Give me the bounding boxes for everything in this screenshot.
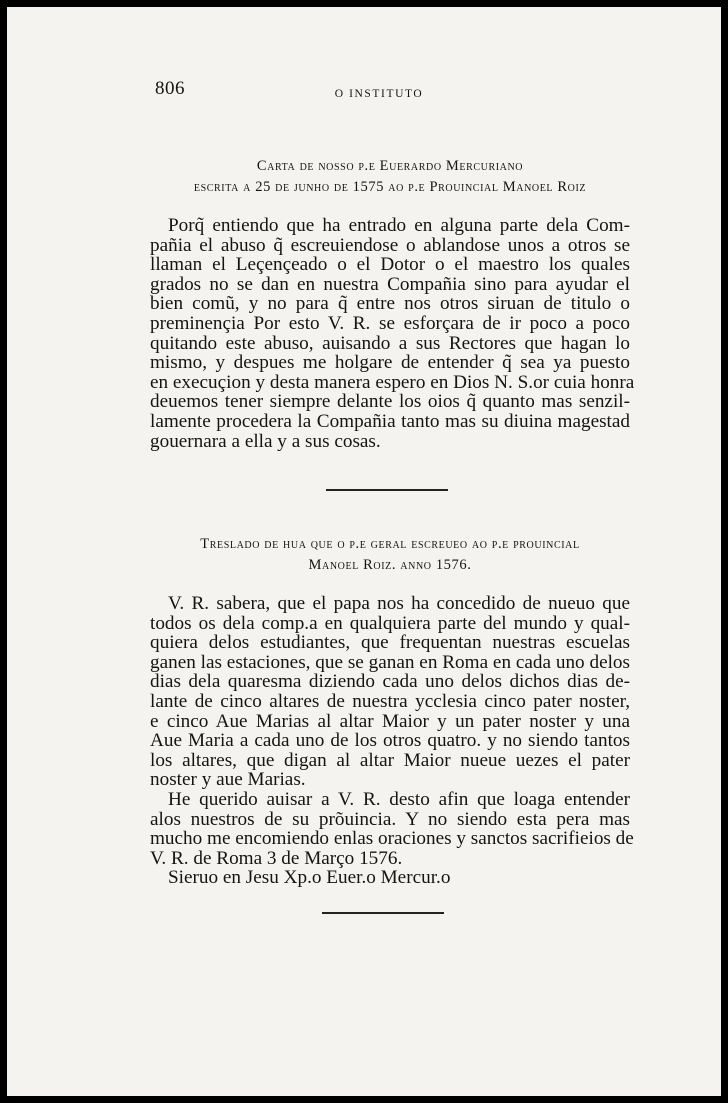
text-line: V. R. de Roma 3 de Março 1576. [150,847,403,869]
running-title: O INSTITUTO [334,88,424,100]
text-line: ganen las estaciones, que se ganan en Roma en cada uno delos [150,651,630,673]
text-line: lante de cinco altares de nuestra ycclesia cinco pater noster, [150,690,630,712]
letter1-title-line1: Carta de nosso p.e Euerardo Mercuriano [256,158,524,174]
text-line: quiera delos estudiantes, que frequentan nuestras escuelas [150,632,630,654]
text-line: llaman el Leçençeado o el Dotor o el maestro los quales [150,254,630,276]
text-line: mismo, y despues me holgare de entender q̃ sea ya puesto [150,352,630,374]
section-divider [326,489,448,491]
letter2-title-line2: Manoel Roiz. anno 1576. [308,557,472,573]
letter2-title-line1: Treslado de hua que o p.e geral escreueo ao p.e prouincial [200,536,580,552]
text-line: preminençia Por esto V. R. se esforçara de ir poco a poco [150,312,630,334]
text-line: Porq̃ entiendo que ha entrado en alguna parte dela Com- [168,215,630,236]
text-line: en execuçion y desta manera espero en Dios N. S.or cuia honra [150,371,635,393]
text-line: gouernara a ella y a sus cosas. [150,430,381,452]
letter1-body [150,215,635,452]
letter2-title [150,534,630,576]
text-line: alos nuestros de su prõuincia. Y no siendo esta pera mas [150,808,630,830]
letter1-title [150,156,630,198]
text-line: bien comũ, y no para q̃ entre nos otros siruan de titulo o [150,293,630,315]
text-line: Sieruo en Jesu Xp.o Euer.o Mercur.o [168,867,451,889]
letter1-title-line2: escrita a 25 de junho de 1575 ao p.e Prouincial Manoel Roiz [193,179,587,195]
text-line: grados no se dan en nuestra Compañia sino para ayudar el [150,273,630,295]
text-line: noster y aue Marias. [150,769,306,791]
text-line: Aue Maria a cada uno de los otros quatro. y no siendo tantos [150,730,630,752]
letter2-body [150,593,634,889]
text-line: los altares, que digan al altar Maior nueue uezes el pater [150,749,630,771]
text-line: deuemos tener siempre delante los oios q̃ quanto mas senzil- [150,391,630,413]
text-line: quitando este abuso, auisando a sus Rectores que hagan lo [150,332,630,354]
text-line: dias dela quaresma diziendo cada uno delos dichos dias de- [150,671,630,693]
text-line: pañia el abuso q̃ escreuiendose o ablandose unos a otros se [150,234,630,256]
text-line: V. R. sabera, que el papa nos ha concedido de nueuo que [168,593,630,614]
text-line: He querido auisar a V. R. desto afin que loaga entender [168,788,630,810]
text-line: todos os dela comp.a en qualquiera parte del mundo y qual- [150,612,630,634]
text-line: mucho me encomiendo enlas oraciones y sanctos sacrifieios de [150,828,634,850]
text-line: e cinco Aue Marias al altar Maior y un pater noster y una [150,710,630,732]
page-number: 806 [155,78,185,99]
text-line: lamente procedera la Compañia tanto mas su diuina magestad [150,410,630,432]
section-divider [322,912,444,914]
